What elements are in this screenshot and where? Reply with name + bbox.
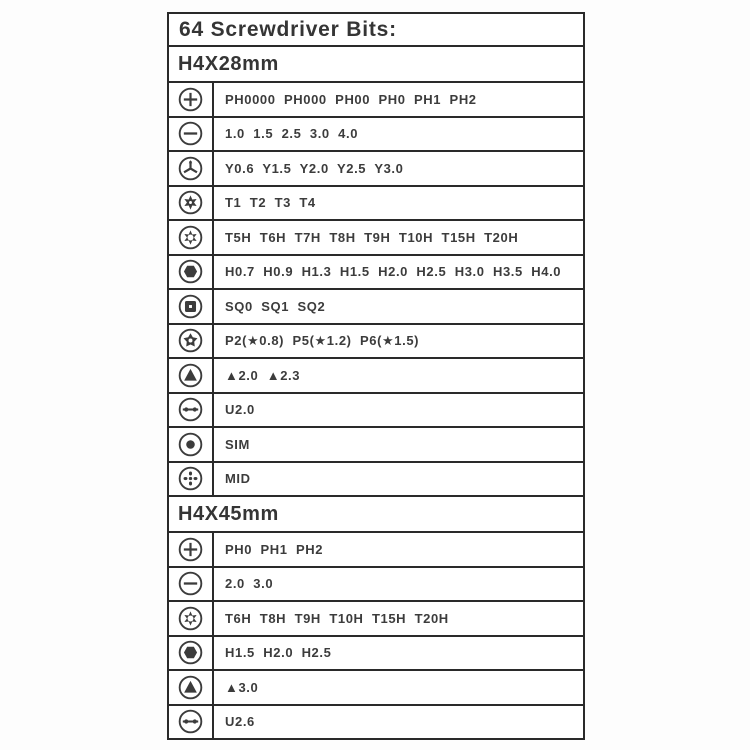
bit-icon-cell [169,290,214,323]
bit-icon-cell [169,359,214,392]
section-header: H4X28mm [169,45,583,81]
table-row [169,150,583,185]
row-values: T6H T8H T9H T10H T15H T20H [225,610,449,626]
table-title: 64 Screwdriver Bits: [179,17,397,41]
square-icon [178,294,203,319]
table-row [169,323,583,358]
hex-icon [178,640,203,665]
section-header: H4X45mm [169,495,583,531]
bit-icon-cell [169,118,214,151]
bit-icon-cell [169,602,214,635]
table-row [169,219,583,254]
bit-icon-cell [169,221,214,254]
row-values: MID [225,471,251,487]
torx-icon [178,190,203,215]
row-values: ▲3.0 [225,679,259,695]
slotted-icon [178,121,203,146]
pentalobe-icon [178,328,203,353]
bit-icon-cell [169,428,214,461]
row-values: Y0.6 Y1.5 Y2.0 Y2.5 Y3.0 [225,160,404,176]
bit-icon-cell [169,706,214,739]
table-row [169,288,583,323]
bit-icon-cell [169,83,214,116]
u-fork-icon [178,709,203,734]
sim-eject-icon [178,432,203,457]
row-values: ▲2.0 ▲2.3 [225,367,301,383]
tri-point-y-icon [178,156,203,181]
row-values: 2.0 3.0 [225,576,274,592]
table-row [169,426,583,461]
triangle-icon [178,675,203,700]
table-section-h4x45mm [169,495,583,738]
slotted-icon [178,571,203,596]
table-section-h4x28mm [169,45,583,495]
table-row [169,185,583,220]
row-values: H1.5 H2.0 H2.5 [225,645,332,661]
table-row [169,600,583,635]
table-row [169,635,583,670]
row-values: U2.0 [225,402,255,418]
section-rows [169,531,583,738]
table-row [169,669,583,704]
row-values: P2(★0.8) P5(★1.2) P6(★1.5) [225,332,420,348]
u-fork-icon [178,397,203,422]
bit-icon-cell [169,568,214,601]
bit-icon-cell [169,671,214,704]
table-row [169,357,583,392]
bit-icon-cell [169,394,214,427]
table-row [169,704,583,739]
row-values: T1 T2 T3 T4 [225,195,316,211]
row-values: SIM [225,436,250,452]
row-values: PH0 PH1 PH2 [225,541,324,557]
table-row [169,254,583,289]
table-row [169,531,583,566]
table-row [169,81,583,116]
bit-icon-cell [169,187,214,220]
mid-icon [178,466,203,491]
table-row [169,392,583,427]
section-rows [169,81,583,495]
bit-icon-cell [169,325,214,358]
table-sections [169,45,583,738]
table-row [169,461,583,496]
row-values: 1.0 1.5 2.5 3.0 4.0 [225,126,359,142]
row-values: T5H T6H T7H T8H T9H T10H T15H T20H [225,229,519,245]
triangle-icon [178,363,203,388]
bit-icon-cell [169,533,214,566]
row-values: H0.7 H0.9 H1.3 H1.5 H2.0 H2.5 H3.0 H3.5 H4.0 [225,264,562,280]
row-values: SQ0 SQ1 SQ2 [225,298,326,314]
phillips-icon [178,87,203,112]
row-values: U2.6 [225,714,255,730]
bit-icon-cell [169,256,214,289]
torx-security-icon [178,606,203,631]
hex-icon [178,259,203,284]
bit-icon-cell [169,637,214,670]
phillips-icon [178,537,203,562]
bits-table [167,12,585,740]
bit-icon-cell [169,463,214,496]
torx-security-icon [178,225,203,250]
bit-icon-cell [169,152,214,185]
table-row [169,566,583,601]
table-row [169,116,583,151]
row-values: PH0000 PH000 PH00 PH0 PH1 PH2 [225,91,477,107]
